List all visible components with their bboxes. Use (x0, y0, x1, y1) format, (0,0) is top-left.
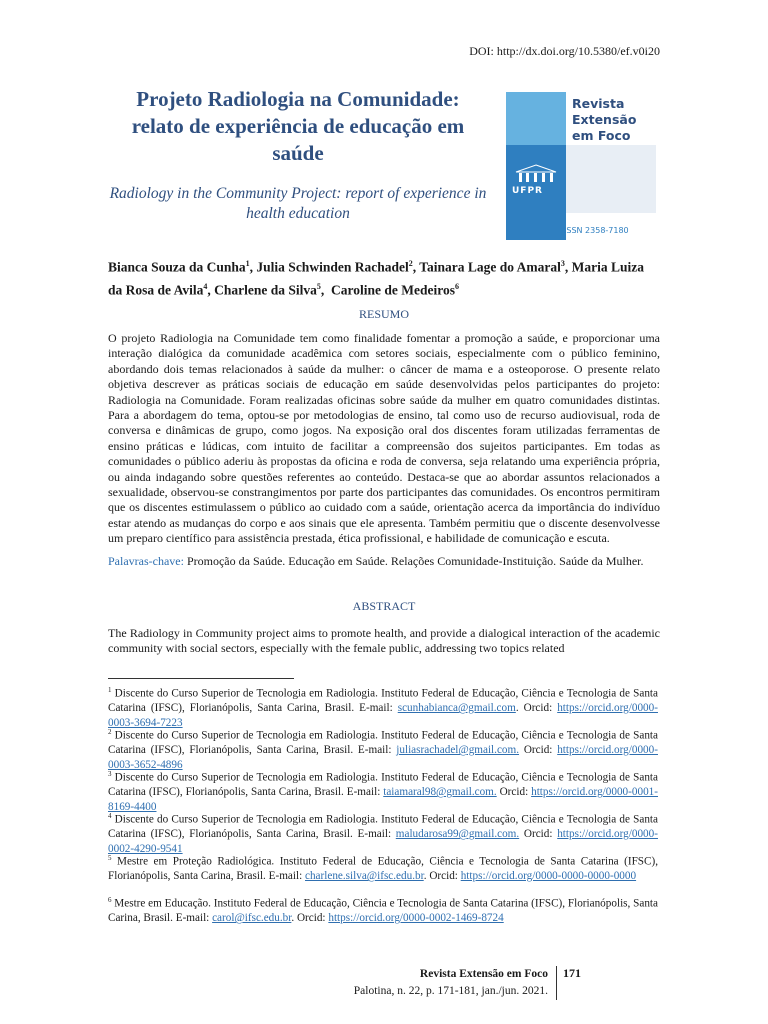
footer-journal: Revista Extensão em Foco (419, 968, 548, 980)
journal-logo (506, 78, 656, 243)
keywords-label: Palavras-chave: (108, 554, 184, 568)
logo-ufpr: UFPR (512, 186, 543, 196)
footnote-text: Discente do Curso Superior de Tecnologia em Radiologia. Instituto Federal de Educação, Ciência e Tecnologia de Santa Catarina (IFSC), Florianópolis, Santa Carina, Brasil. E-mail: (108, 687, 658, 715)
footnote (108, 893, 658, 926)
footnote-email-link[interactable]: carol@ifsc.edu.br (212, 912, 292, 925)
ufpr-building-icon (514, 164, 558, 184)
footnote-orcid-link[interactable]: https://orcid.org/0000-0003-3652-4896 (108, 744, 658, 771)
logo-text (572, 96, 636, 144)
footnote-orcid-label: . Orcid: (515, 702, 558, 715)
logo-line-1: Revista (572, 96, 625, 111)
footnote-sup: 4 (108, 812, 112, 820)
author: Charlene da Silva (214, 282, 317, 297)
footnote-orcid-label: . Orcid: (423, 870, 461, 883)
footnote-text: Discente do Curso Superior de Tecnologia em Radiologia. Instituto Federal de Educação, Ciência e Tecnologia de Santa Catarina (IFSC), Florianópolis, Santa Carina, Brasil. E-mail: (108, 813, 658, 841)
author-list: Bianca Souza da Cunha$^1$, Julia Schwinden Rachadel$^2$, Tainara Lage do Amaral$^3$, Maria Luiza da Rosa de Avila$^4$, Charlene da Silva$^5$, Caroline de Medeiros$^6$ (108, 259, 644, 297)
footnote-orcid-label: Orcid: (496, 786, 532, 799)
paper-title: Projeto Radiologia na Comunidade: relato de experiência de educação em saúde (131, 87, 465, 165)
footnote-email-link[interactable]: juliasrachadel@gmail.com. (396, 744, 520, 757)
keywords-text: Promoção da Saúde. Educação em Saúde. Relações Comunidade-Instituição. Saúde da Mulher. (183, 554, 644, 568)
logo-line-3: em Foco (572, 128, 631, 143)
author-sup: 3 (560, 259, 565, 268)
footnote-orcid-label: Orcid: (519, 744, 558, 757)
footnote-email-link[interactable]: scunhabianca@gmail.com (397, 702, 516, 715)
keywords (108, 554, 660, 569)
footnote-orcid-link[interactable]: https://orcid.org/0000-0002-1469-8724 (328, 912, 504, 925)
footnote (108, 851, 658, 884)
resumo-heading: RESUMO (358, 307, 409, 321)
footnote-orcid-label: . Orcid: (291, 912, 329, 925)
footnote-orcid-link[interactable]: https://orcid.org/0000-0001-8169-4400 (108, 786, 658, 813)
paper-subtitle: Radiology in the Community Project: report of experience in health education (109, 185, 487, 222)
footnote-sup: 6 (108, 896, 112, 904)
footnote (108, 725, 658, 772)
logo-issn: ISSN 2358-7180 (564, 226, 629, 235)
footnote-orcid-link[interactable]: https://orcid.org/0000-0000-0000-0000 (460, 870, 637, 883)
author: Caroline de Medeiros (331, 282, 456, 297)
author-sup: 6 (455, 281, 460, 291)
logo-line-2: Extensão (572, 112, 637, 127)
author-sup: 4 (203, 281, 208, 291)
footnote-text: Mestre em Educação. Instituto Federal de Educação, Ciência e Tecnologia de Santa Catarina (IFSC), Florianópolis, Santa Carina, Brasil. E-mail: (108, 897, 658, 925)
footnote (108, 809, 658, 856)
abstract-text: The Radiology in Community project aims to promote health, and provide a dialogical interaction of the academic community with social sectors, especially with the female public, addressing two topics related (108, 626, 660, 656)
footer-citation: Palotina, n. 22, p. 171-181, jan./jun. 2021. (353, 985, 548, 997)
footnote-divider (108, 678, 294, 679)
logo-grey-block (566, 145, 656, 213)
author: Maria Luiza da Rosa de Avila (108, 259, 644, 297)
footnote-email-link[interactable]: taiamaral98@gmail.com. (383, 786, 497, 799)
footnote-text: Discente do Curso Superior de Tecnologia em Radiologia. Instituto Federal de Educação, Ciência e Tecnologia de Santa Catarina (IFSC), Florianópolis, Santa Carina, Brasil. E-mail: (108, 771, 658, 799)
footnote-orcid-link[interactable]: https://orcid.org/0000-0002-4290-9541 (108, 828, 658, 855)
author: Tainara Lage do Amaral (419, 259, 561, 275)
footnote-orcid-link[interactable]: https://orcid.org/0000-0003-3694-7223 (108, 702, 658, 729)
author: Julia Schwinden Rachadel (256, 259, 409, 275)
footnote-sup: 2 (108, 728, 112, 736)
footnote-sup: 1 (108, 686, 112, 694)
author-sup: 5 (316, 281, 321, 291)
footnote (108, 683, 658, 730)
resumo-text: O projeto Radiologia na Comunidade tem como finalidade fomentar a promoção a saúde, e proporcionar uma interação dialógica da comunidade acadêmica com setores sociais, especialmente com o público feminino, abordando dois temas relacionados à saúde da mulher: o câncer de mama e a osteoporose. O presente relato objetiva descrever as práticas sociais de educação em saúde desenvolvidas pelos participantes do projeto: Radiologia na Comunidade. Foram realizadas oficinas sobre saúde da mulher em quatro comunidades distintas. Para a abordagem do tema, optou-se por metodologias de ensino, tal como uso de recurso audiovisual, roda de conversa e dinâmicas de grupo, como jogos. Na exposição oral dos discentes foram utilizadas ferramentas de ensino práticas e lúdicas, com intuito de facilitar a compreensão dos sujeitos participantes. Em todas as comunidades o público aderiu às propostas da oficina e roda de conversa, seja relatando uma experiência própria, ou ainda indagando sobre questões referentes ao conteúdo. Destaca-se que ao abordar assuntos relacionados a sexualidade, observou-se constrangimentos por parte dos participantes das comunidades. Os encontros permitiram que os discentes estimulassem o público ao cuidado com a saúde, orientação acerca da importância do indivíduo estar atendo as mudanças do corpo e aos sinais que ele apresenta. Também permitiu que o discente desenvolvesse um preparo científico para assistência prestada, ética profissional, e habilidade de comunicação e escuta. (108, 331, 660, 546)
abstract-heading: ABSTRACT (352, 599, 416, 613)
author-sup: 1 (245, 259, 250, 268)
footnote-text: Mestre em Proteção Radiológica. Instituto Federal de Educação, Ciência e Tecnologia de Santa Catarina (IFSC), Florianópolis, Santa Carina, Brasil. E-mail: (108, 855, 658, 883)
footnote-email-link[interactable]: charlene.silva@ifsc.edu.br (305, 870, 424, 883)
footnote-sup: 3 (108, 770, 112, 778)
doi-line: DOI: http://dx.doi.org/10.5380/ef.v0i20 (469, 44, 660, 58)
page-number: 171 (556, 966, 581, 1000)
footnote (108, 767, 658, 814)
footnote-sup: 5 (108, 854, 112, 862)
footnote-orcid-label: Orcid: (519, 828, 558, 841)
logo-light-block (506, 92, 566, 145)
footnote-text: Discente do Curso Superior de Tecnologia em Radiologia. Instituto Federal de Educação, Ciência e Tecnologia de Santa Catarina (IFSC), Florianópolis, Santa Carina, Brasil. E-mail: (108, 729, 658, 757)
page-footer (300, 966, 548, 1000)
footnote-email-link[interactable]: maludarosa99@gmail.com. (395, 828, 520, 841)
author: Bianca Souza da Cunha (108, 259, 246, 275)
author-sup: 2 (408, 259, 413, 268)
